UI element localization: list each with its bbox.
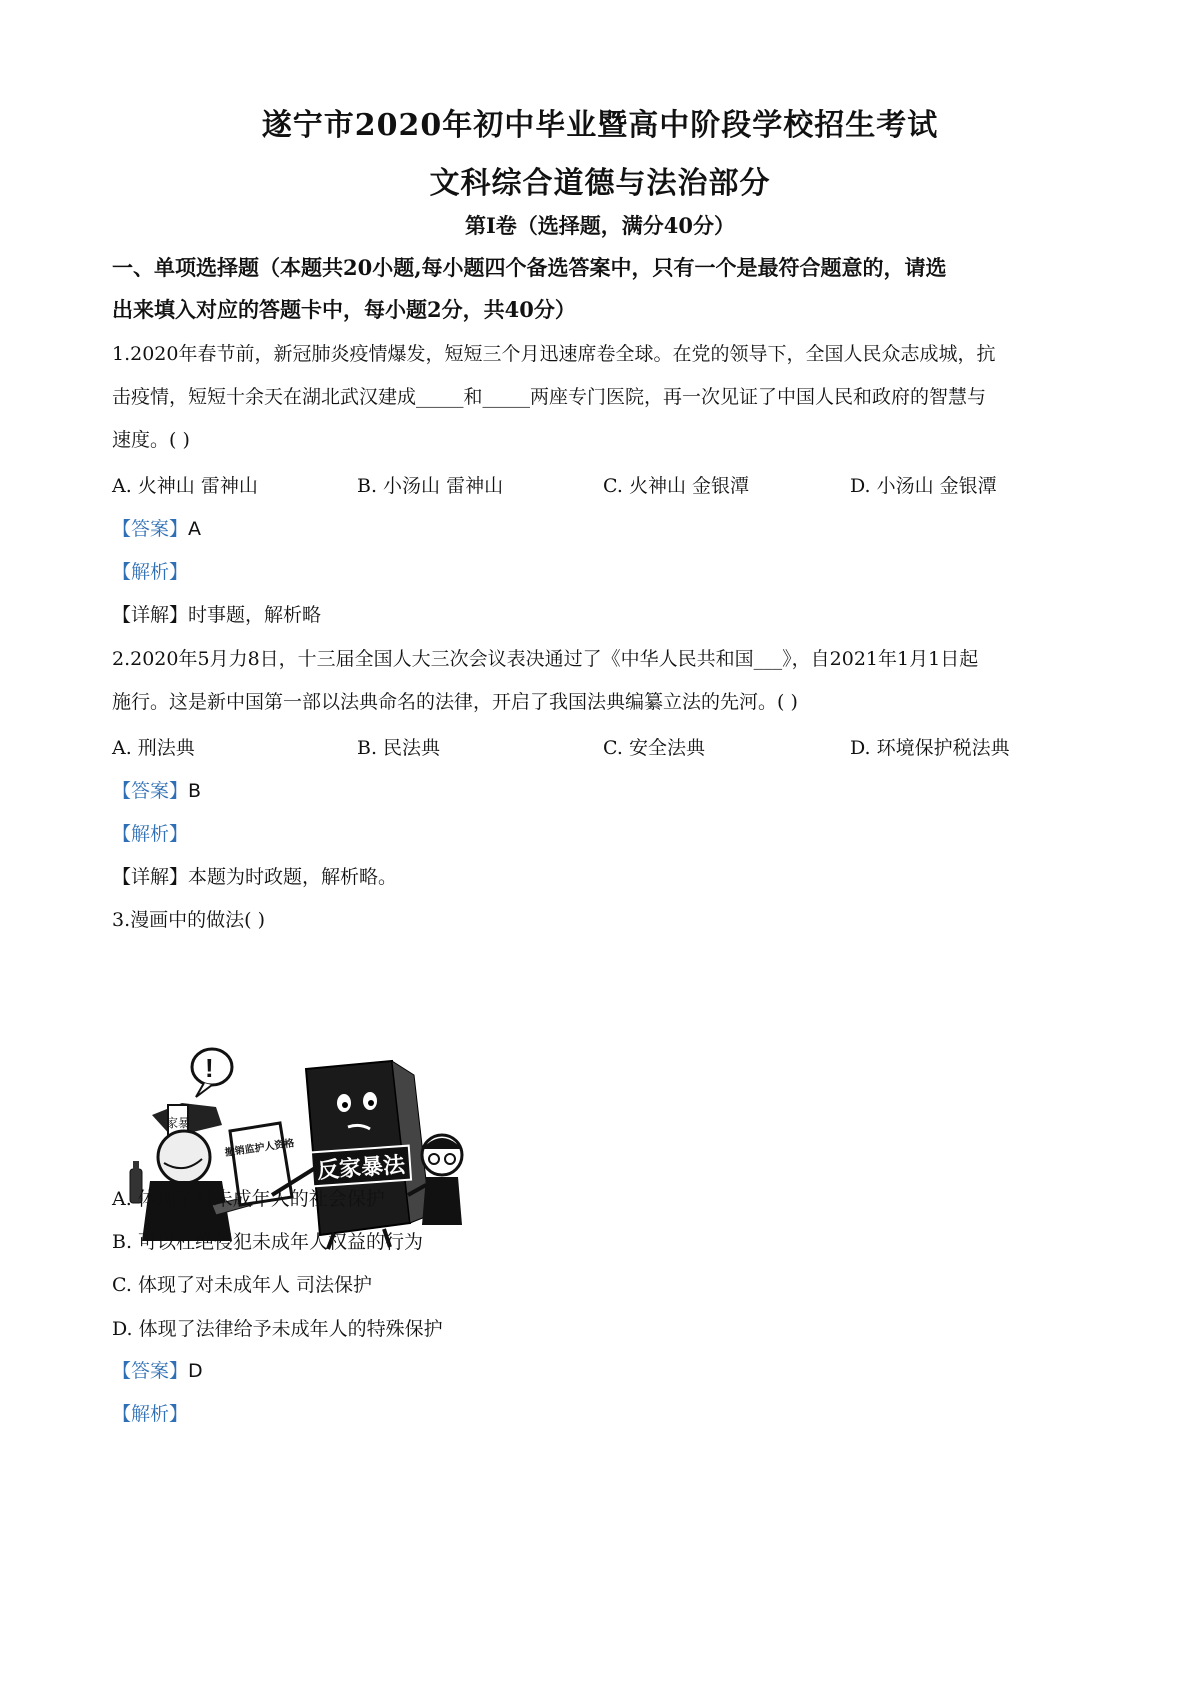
- answer-value: D: [188, 1360, 203, 1382]
- q3-analysis-tag: 【解析】: [112, 1403, 189, 1425]
- exam-title: 遂宁市2020年初中毕业暨高中阶段学校招生考试: [261, 108, 939, 143]
- q1-option-b: B. 小汤山 雷神山: [357, 475, 504, 497]
- detail-text: 本题为时政题，解析略。: [188, 866, 398, 888]
- answer-tag: 【答案】: [112, 780, 189, 802]
- q3-answer: [112, 1357, 203, 1385]
- svg-text:撤销监护人资格: 撤销监护人资格: [224, 1138, 296, 1159]
- anti-domestic-violence-law-book: [272, 1061, 430, 1249]
- q2-detail: [112, 863, 397, 891]
- q3-option-b: B. 可以杜绝侵犯未成年人权益的行为: [112, 1231, 424, 1253]
- q2-analysis-tag: 【解析】: [112, 823, 189, 845]
- q2-option-b: B. 民法典: [357, 737, 441, 759]
- q1-detail: [112, 601, 321, 629]
- q1-analysis-tag: 【解析】: [112, 561, 189, 583]
- section-instructions-line2: 出来填入对应的答题卡中，每小题2分，共40分）: [112, 297, 576, 322]
- exam-subtitle: 文科综合道德与法治部分: [429, 166, 771, 201]
- svg-text:反家暴法: 反家暴法: [316, 1151, 406, 1185]
- q1-stem-line2: 击疫情，短短十余天在湖北武汉建成_____和_____两座专门医院，再一次见证了中国人民和政府的智慧与: [112, 386, 987, 408]
- answer-tag: 【答案】: [112, 518, 189, 540]
- q2-option-d: D. 环境保护税法典: [850, 737, 1010, 759]
- q1-stem-line1: 1.2020年春节前，新冠肺炎疫情爆发，短短三个月迅速席卷全球。在党的领导下，全国人民众志成城，抗: [112, 343, 996, 365]
- svg-text:家暴: 家暴: [165, 1116, 191, 1130]
- cartoon-illustration: [112, 1045, 482, 1255]
- answer-tag: 【答案】: [112, 1360, 189, 1382]
- detail-tag: 【详解】: [112, 604, 189, 626]
- q3-option-a: A. 体现了对未成年人的社会保护: [112, 1188, 385, 1210]
- q1-answer: [112, 515, 201, 543]
- q3-option-d: D. 体现了法律给予未成年人的特殊保护: [112, 1318, 443, 1340]
- q1-option-d: D. 小汤山 金银潭: [850, 475, 997, 497]
- q2-stem-line1: 2.2020年5月力8日，十三届全国人大三次会议表决通过了《中华人民共和国___》，自2021年1月1日起: [112, 648, 979, 670]
- detail-tag: 【详解】: [112, 866, 189, 888]
- q3-stem: 3.漫画中的做法( ): [112, 909, 265, 931]
- abuser-figure: [130, 1103, 252, 1241]
- svg-text:!: !: [205, 1053, 214, 1083]
- answer-value: A: [188, 518, 202, 540]
- q2-stem-line2: 施行。这是新中国第一部以法典命名的法律，开启了我国法典编纂立法的先河。( ): [112, 691, 798, 713]
- detail-text: 时事题，解析略: [188, 604, 322, 626]
- section-instructions-line1: 一、单项选择题（本题共20小题,每小题四个备选答案中，只有一个是最符合题意的，请选: [112, 255, 947, 280]
- q1-option-a: A. 火神山 雷神山: [112, 475, 258, 497]
- q2-answer: [112, 777, 201, 805]
- answer-value: B: [188, 780, 202, 802]
- volume-heading: 第Ⅰ卷（选择题，满分40分）: [464, 213, 736, 238]
- q2-option-a: A. 刑法典: [112, 737, 195, 759]
- q1-option-c: C. 火神山 金银潭: [603, 475, 749, 497]
- q1-stem-line3: 速度。( ): [112, 429, 190, 451]
- q2-option-c: C. 安全法典: [603, 737, 705, 759]
- q3-option-c: C. 体现了对未成年人 司法保护: [112, 1274, 372, 1296]
